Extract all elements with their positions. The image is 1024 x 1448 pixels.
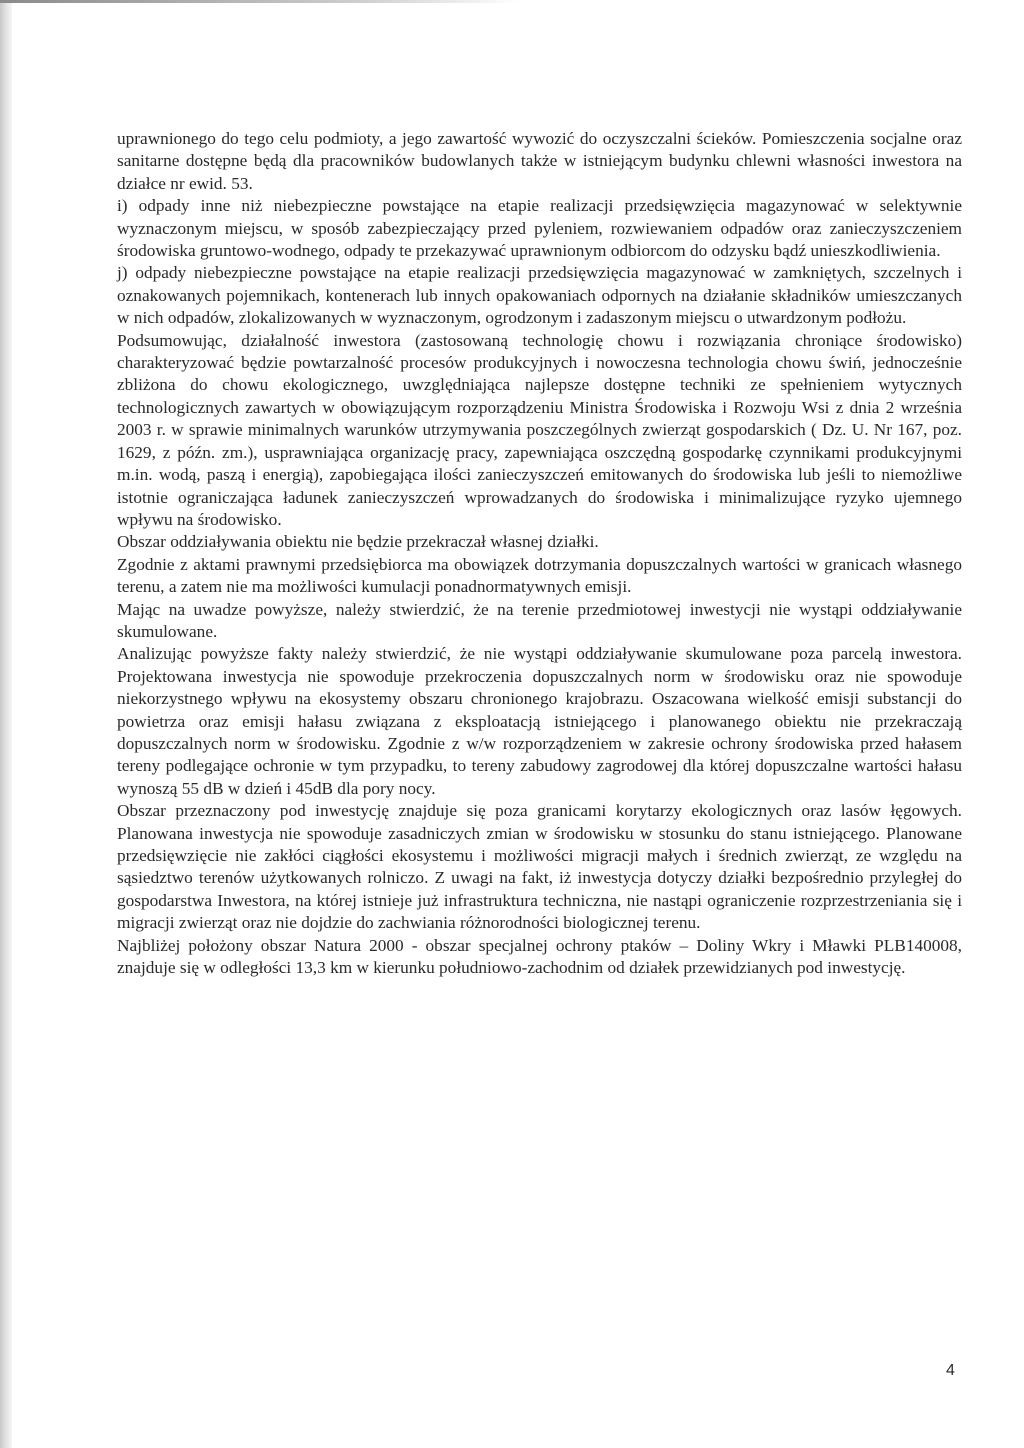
scan-shadow-top [0, 0, 520, 3]
paragraph-item-i: i) odpady inne niż niebezpieczne powstające na etapie realizacji przedsięwzięcia magazynować w selektywnie wyznaczonym miejscu, w sposób zabezpieczający przed pyleniem, rozwiewaniem odpadów oraz zanieczyszczeniem środowiska gruntowo-wodnego, odpady te przekazywać uprawnionym odbiorcom do odzysku bądź unieszkodliwienia. [117, 196, 962, 261]
scan-shadow-left [0, 0, 12, 1448]
document-body [117, 128, 962, 979]
paragraph-natura-2000: Najbliżej położony obszar Natura 2000 - obszar specjalnej ochrony ptaków – Doliny Wkry i Mławki PLB140008, znajduje się w odległości 13,3 km w kierunku południowo-zachodnim od działek przewidzianych pod inwestycję. [117, 935, 962, 978]
page-number: 4 [946, 1362, 955, 1379]
paragraph-summary: Podsumowując, działalność inwestora (zastosowaną technologię chowu i rozwiązania chroniące środowisko) charakteryzować będzie powtarzalność procesów produkcyjnych i nowoczesna technologia chowu świń, jednocześnie zbliżona do chowu ekologicznego, uwzględniająca najlepsze dostępne techniki ze spełnieniem wytycznych technologicznych zawartych w obowiązującym rozporządzeniu Ministra Środowiska i Rozwoju Wsi z dnia 2 września 2003 r. w sprawie minimalnych warunków utrzymywania poszczególnych zwierząt gospodarskich ( Dz. U. Nr 167, poz. 1629, z późn. zm.), usprawniająca organizację pracy, zapewniająca oszczędną gospodarkę czynnikami produkcyjnymi m.in. wodą, paszą i energią), zapobiegająca ilości zanieczyszczeń emitowanych do środowiska lub jeśli to niemożliwe istotnie ograniczająca ładunek zanieczyszczeń wprowadzanych do środowiska i minimalizujące ryzyko ujemnego wpływu na środowisko. [117, 330, 962, 529]
paragraph-impact-area: Obszar oddziaływania obiektu nie będzie przekraczał własnej działki. [117, 532, 599, 552]
paragraph-cumulative-conclusion: Mając na uwadze powyższe, należy stwierdzić, że na terenie przedmiotowej inwestycji nie wystąpi oddziaływanie skumulowane. [117, 599, 962, 641]
paragraph-ecological-corridors: Obszar przeznaczony pod inwestycję znajduje się poza granicami korytarzy ekologicznych oraz lasów łęgowych. Planowana inwestycja nie spowoduje zasadniczych zmian w środowisku w stosunku do stanu istniejącego. Planowane przedsięwzięcie nie zakłóci ciągłości ekosystemu i możliwości migracji małych i średnich zwierząt, ze względu na sąsiedztwo terenów użytkowanych rolniczo. Z uwagi na fakt, iż inwestycja dotyczy działki bezpośrednio przyległej do gospodarstwa Inwestora, na której istnieje już infrastruktura techniczna, nie nastąpi ograniczenie rozprzestrzeniania się i migracji zwierząt oraz nie dojdzie do zachwiania różnorodności biologicznej terenu. [117, 801, 962, 933]
paragraph-continuation: uprawnionego do tego celu podmioty, a jego zawartość wywozić do oczyszczalni ścieków. Pomieszczenia socjalne oraz sanitarne dostępne będą dla pracowników budowlanych także w istniejącym budynku chlewni własności inwestora na działce nr ewid. 53. [117, 129, 962, 193]
paragraph-item-j: j) odpady niebezpieczne powstające na etapie realizacji przedsięwzięcia magazynować w zamkniętych, szczelnych i oznakowanych pojemnikach, kontenerach lub innych opakowaniach odpornych na działanie składników umieszczanych w nich odpadów, zlokalizowanych w wyznaczonym, ogrodzonym i zadaszonym miejscu o utwardzonym podłożu. [117, 263, 962, 328]
paragraph-analysis: Analizując powyższe fakty należy stwierdzić, że nie wystąpi oddziaływanie skumulowane poza parcelą inwestora. Projektowana inwestycja nie spowoduje przekroczenia dopuszczalnych norm w środowisku oraz nie spowoduje niekorzystnego wpływu na ekosystemy obszaru chronionego krajobrazu. Oszacowana wielkość emisji substancji do powietrza oraz emisji hałasu związana z eksploatacją istniejącego i planowanego obiektu nie przekraczają dopuszczalnych norm w środowisku. Zgodnie z w/w rozporządzeniem w zakresie ochrony środowiska przed hałasem tereny podlegające ochronie w tym przypadku, to tereny zabudowy zagrodowej dla której dopuszczalne wartości hałasu wynoszą 55 dB w dzień i 45dB dla pory nocy. [117, 644, 962, 798]
paragraph-legal-obligation: Zgodnie z aktami prawnymi przedsiębiorca ma obowiązek dotrzymania dopuszczalnych wartości w granicach własnego terenu, a zatem nie ma możliwości kumulacji ponadnormatywnych emisji. [117, 554, 962, 597]
